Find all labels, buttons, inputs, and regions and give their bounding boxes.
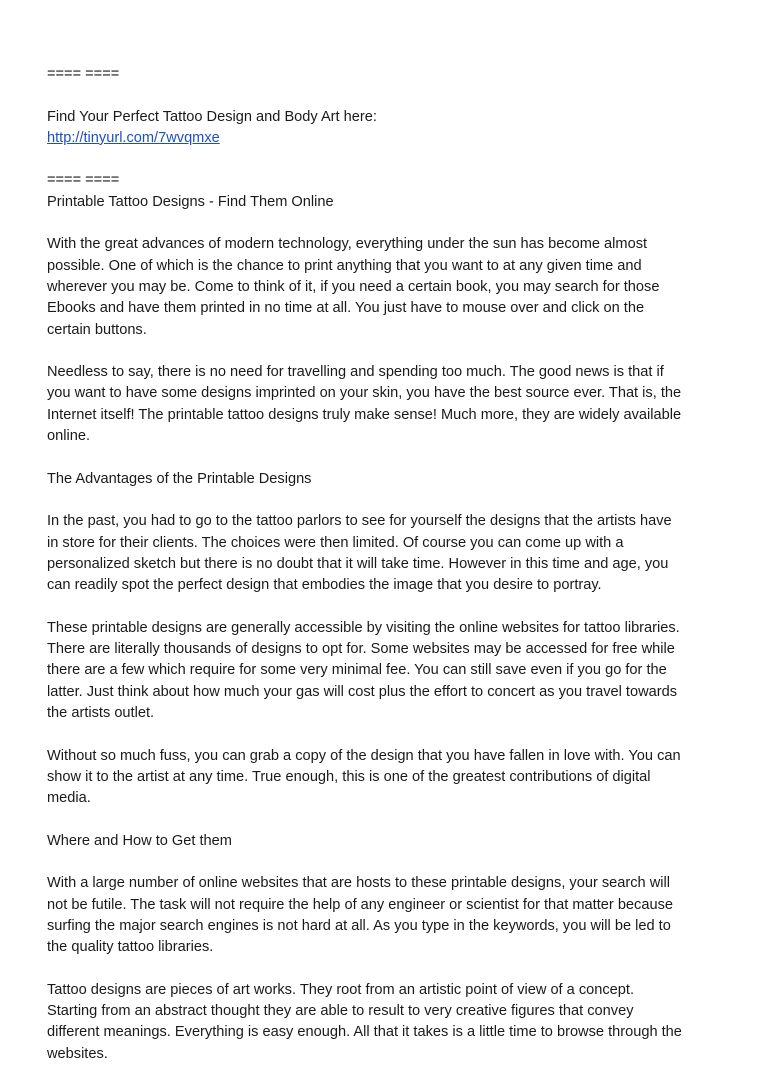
text-line: the artists outlet. [47,704,155,721]
text-line: you want to have some designs imprinted on your skin, you have the best source ever. That is, the [47,385,682,402]
text-line: can readily spot the perfect design that embodies the image that you desire to portray. [47,577,602,594]
text-line: wherever you may be. Come to think of it, if you need a certain book, you may search for those [47,278,660,295]
text-line: not be futile. The task will not require the help of any engineer or scientist for that matter because [47,896,673,913]
section-heading-where: Where and How to Get them [47,832,232,849]
promo-link-text[interactable]: http://tinyurl.com/7wvqmxe [47,129,220,146]
spacer [47,85,737,106]
spacer [47,809,737,830]
paragraph-1 [47,234,737,340]
text-line: there are a few which require for some very minimal fee. You can still save even if you go for the [47,662,667,679]
text-line: online. [47,428,91,445]
separator-top: ==== ==== [47,66,120,82]
text-line: media. [47,790,91,807]
text-line: latter. Just think about how much your gas will cost plus the effort to concert as you travel towards [47,683,678,700]
text-line: Starting from an abstract thought they are able to result to very creative figures that convey [47,1003,634,1020]
spacer [47,958,737,979]
text-line: possible. One of which is the chance to print anything that you want to at any given time and [47,257,642,274]
paragraph-6 [47,873,737,958]
spacer [47,149,737,170]
text-line: There are literally thousands of designs to opt for. Some websites may be accessed for free while [47,641,675,658]
section-heading-advantages: The Advantages of the Printable Designs [47,470,312,487]
text-line: Tattoo designs are pieces of art works. They root from an artistic point of view of a concept. [47,981,635,998]
spacer [47,852,737,873]
document-page [47,64,737,1065]
text-line: different meanings. Everything is easy enough. All that it takes is a little time to browse through the [47,1024,682,1041]
text-line: In the past, you had to go to the tattoo parlors to see for yourself the designs that the artists have [47,513,672,530]
text-line: With the great advances of modern technology, everything under the sun has become almost [47,236,648,253]
text-line: the quality tattoo libraries. [47,939,214,956]
paragraph-5 [47,746,737,810]
article-title: Printable Tattoo Designs - Find Them Online [47,193,334,210]
text-line: With a large number of online websites that are hosts to these printable designs, your search will [47,875,670,892]
text-line: These printable designs are generally accessible by visiting the online websites for tattoo libraries. [47,619,680,636]
text-line: Internet itself! The printable tattoo designs truly make sense! Much more, they are widely available [47,406,682,423]
spacer [47,490,737,511]
text-line: personalized sketch but there is no doubt that it will take time. However in this time and age, you [47,555,669,572]
paragraph-2 [47,362,737,447]
text-line: in store for their clients. The choices were then limited. Of course you can come up with a [47,534,624,551]
text-line: Ebooks and have them printed in no time at all. You just have to mouse over and click on the [47,300,645,317]
text-line: Needless to say, there is no need for travelling and spending too much. The good news is that if [47,364,664,381]
spacer [47,596,737,617]
paragraph-3 [47,511,737,596]
paragraph-4 [47,618,737,724]
spacer [47,341,737,362]
promo-link[interactable] [47,128,737,149]
spacer [47,447,737,468]
spacer [47,724,737,745]
text-line: show it to the artist at any time. True enough, this is one of the greatest contributions of digital [47,768,651,785]
text-line: Without so much fuss, you can grab a copy of the design that you have fallen in love with. You can [47,747,681,764]
text-line: surfing the major search engines is not hard at all. As you type in the keywords, you will be led to [47,917,671,934]
spacer [47,213,737,234]
separator-mid: ==== ==== [47,172,120,189]
paragraph-7 [47,980,737,1065]
text-line: certain buttons. [47,321,147,338]
promo-line: Find Your Perfect Tattoo Design and Body Art here: [47,108,377,125]
text-line: websites. [47,1045,108,1062]
